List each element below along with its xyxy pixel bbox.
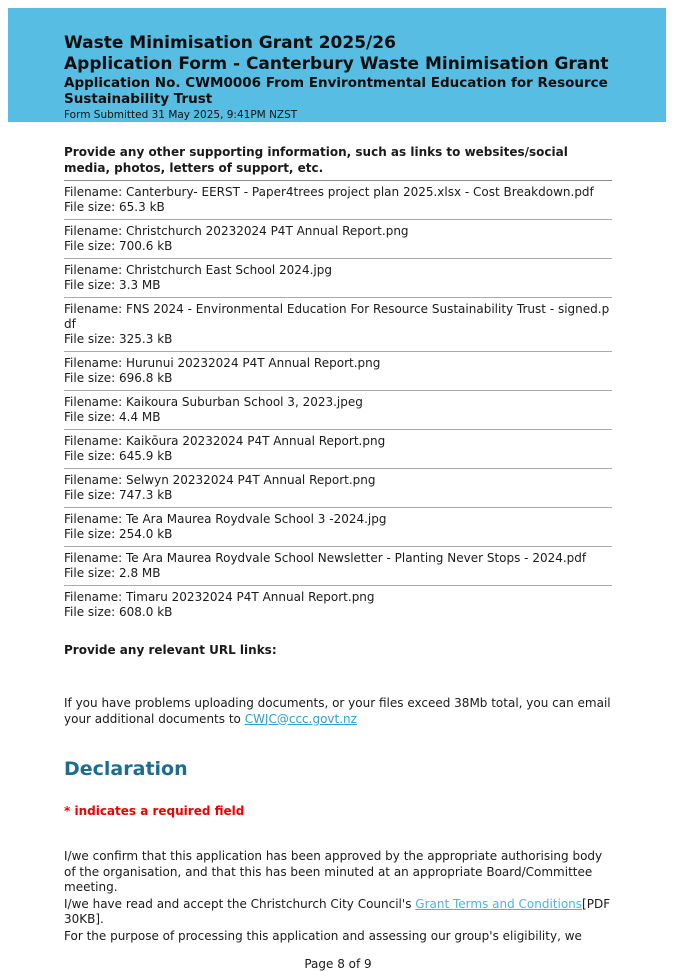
file-item xyxy=(64,352,612,391)
filename-label: Filename: xyxy=(64,473,126,487)
main-content xyxy=(64,145,612,972)
file-name-line xyxy=(64,395,612,410)
filename-value: Te Ara Maurea Roydvale School 3 -2024.jpg xyxy=(125,512,387,526)
grant-terms-link[interactable]: Grant Terms and Conditions xyxy=(415,896,583,911)
filesize-label: File size: xyxy=(64,566,120,580)
file-size-line xyxy=(64,605,612,620)
file-item xyxy=(64,508,612,547)
file-item xyxy=(64,586,612,624)
filename-label: Filename: xyxy=(64,395,126,409)
filename-label: Filename: xyxy=(64,224,126,238)
filesize-value: 696.8 kB xyxy=(119,371,173,385)
email-link[interactable]: CWJC@ccc.govt.nz xyxy=(244,711,357,726)
file-size-line xyxy=(64,410,612,425)
file-item xyxy=(64,181,612,220)
filesize-label: File size: xyxy=(64,200,120,214)
file-size-line xyxy=(64,371,612,386)
file-name-line xyxy=(64,551,612,566)
declaration-paragraph-2 xyxy=(64,897,612,928)
page-indicator: Page 8 of 9 xyxy=(304,957,372,971)
filesize-label: File size: xyxy=(64,332,120,346)
application-number-line: Application No. CWM0006 From Environtmental Education for Resource Sustainability Trust xyxy=(64,75,608,107)
file-name-line xyxy=(64,224,612,239)
file-item xyxy=(64,391,612,430)
filename-value: Hurunui 20232024 P4T Annual Report.png xyxy=(125,356,381,370)
required-field-note: * indicates a required field xyxy=(64,804,245,818)
filesize-value: 747.3 kB xyxy=(119,488,173,502)
filesize-label: File size: xyxy=(64,278,120,292)
filename-value: Christchurch East School 2024.jpg xyxy=(125,263,332,277)
filesize-value: 4.4 MB xyxy=(119,410,161,424)
header-band xyxy=(8,8,666,122)
declaration-paragraph-2-suffix: [PDF 30KB]. xyxy=(64,896,611,926)
filename-label: Filename: xyxy=(64,434,126,448)
filesize-label: File size: xyxy=(64,410,120,424)
filename-value: Selwyn 20232024 P4T Annual Report.png xyxy=(125,473,376,487)
file-size-line xyxy=(64,527,612,542)
file-item xyxy=(64,220,612,259)
filesize-value: 65.3 kB xyxy=(119,200,165,214)
file-item xyxy=(64,547,612,586)
file-size-line xyxy=(64,488,612,503)
filename-label: Filename: xyxy=(64,551,126,565)
filename-label: Filename: xyxy=(64,302,126,316)
file-name-line xyxy=(64,356,612,371)
declaration-paragraph-3: For the purpose of processing this application and assessing our group's eligibility, we xyxy=(64,928,582,943)
supporting-info-heading: Provide any other supporting information, such as links to websites/social media, photos, letters of support, etc. xyxy=(64,145,612,181)
filename-value: Timaru 20232024 P4T Annual Report.png xyxy=(125,590,375,604)
filesize-value: 2.8 MB xyxy=(119,566,161,580)
filesize-value: 700.6 kB xyxy=(119,239,173,253)
file-name-line xyxy=(64,263,612,278)
uploaded-file-list xyxy=(64,181,612,624)
filesize-value: 254.0 kB xyxy=(119,527,173,541)
file-item xyxy=(64,469,612,508)
filename-label: Filename: xyxy=(64,185,126,199)
document-page xyxy=(0,8,675,971)
filesize-label: File size: xyxy=(64,488,120,502)
form-title-line1: Waste Minimisation Grant 2025/26 xyxy=(64,33,396,53)
declaration-paragraph-1: I/we confirm that this application has been approved by the appropriate authorising body of the organisation, and that this has been minuted at an appropriate Board/Committee meeting. xyxy=(64,849,603,894)
filesize-label: File size: xyxy=(64,449,120,463)
file-size-line xyxy=(64,449,612,464)
filename-value: Kaikōura 20232024 P4T Annual Report.png xyxy=(125,434,386,448)
filesize-label: File size: xyxy=(64,605,120,619)
filename-value: FNS 2024 - Environmental Education For Resource Sustainability Trust - signed.pdf xyxy=(64,302,610,331)
file-item xyxy=(64,430,612,469)
file-name-line xyxy=(64,512,612,527)
file-name-line xyxy=(64,473,612,488)
filesize-label: File size: xyxy=(64,527,120,541)
filesize-value: 645.9 kB xyxy=(119,449,173,463)
filename-value: Canterbury- EERST - Paper4trees project plan 2025.xlsx - Cost Breakdown.pdf xyxy=(125,185,594,199)
filename-value: Te Ara Maurea Roydvale School Newsletter - Planting Never Stops - 2024.pdf xyxy=(125,551,587,565)
file-item xyxy=(64,298,612,352)
form-title-line2: Application Form - Canterbury Waste Minimisation Grant xyxy=(64,54,609,74)
filename-value: Kaikoura Suburban School 3, 2023.jpeg xyxy=(125,395,363,409)
upload-note-paragraph xyxy=(64,696,612,727)
file-name-line xyxy=(64,185,612,200)
filesize-label: File size: xyxy=(64,371,120,385)
form-submitted-timestamp: Form Submitted 31 May 2025, 9:41PM NZST xyxy=(64,109,298,121)
file-name-line xyxy=(64,302,612,332)
filename-value: Christchurch 20232024 P4T Annual Report.png xyxy=(125,224,409,238)
file-size-line xyxy=(64,278,612,293)
filesize-value: 325.3 kB xyxy=(119,332,173,346)
declaration-heading: Declaration xyxy=(64,758,188,780)
filesize-value: 3.3 MB xyxy=(119,278,161,292)
declaration-paragraph-2-text: I/we have read and accept the Christchurch City Council's xyxy=(64,896,416,911)
url-links-heading: Provide any relevant URL links: xyxy=(64,643,277,657)
file-size-line xyxy=(64,239,612,254)
filename-label: Filename: xyxy=(64,590,126,604)
upload-note-text: If you have problems uploading documents, or your files exceed 38Mb total, you can email your additional documents to xyxy=(64,696,611,726)
filename-label: Filename: xyxy=(64,263,126,277)
filesize-value: 608.0 kB xyxy=(119,605,173,619)
file-item xyxy=(64,259,612,298)
filename-label: Filename: xyxy=(64,512,126,526)
file-name-line xyxy=(64,590,612,605)
filename-label: Filename: xyxy=(64,356,126,370)
file-name-line xyxy=(64,434,612,449)
filesize-label: File size: xyxy=(64,239,120,253)
file-size-line xyxy=(64,566,612,581)
file-size-line xyxy=(64,200,612,215)
file-size-line xyxy=(64,332,612,347)
